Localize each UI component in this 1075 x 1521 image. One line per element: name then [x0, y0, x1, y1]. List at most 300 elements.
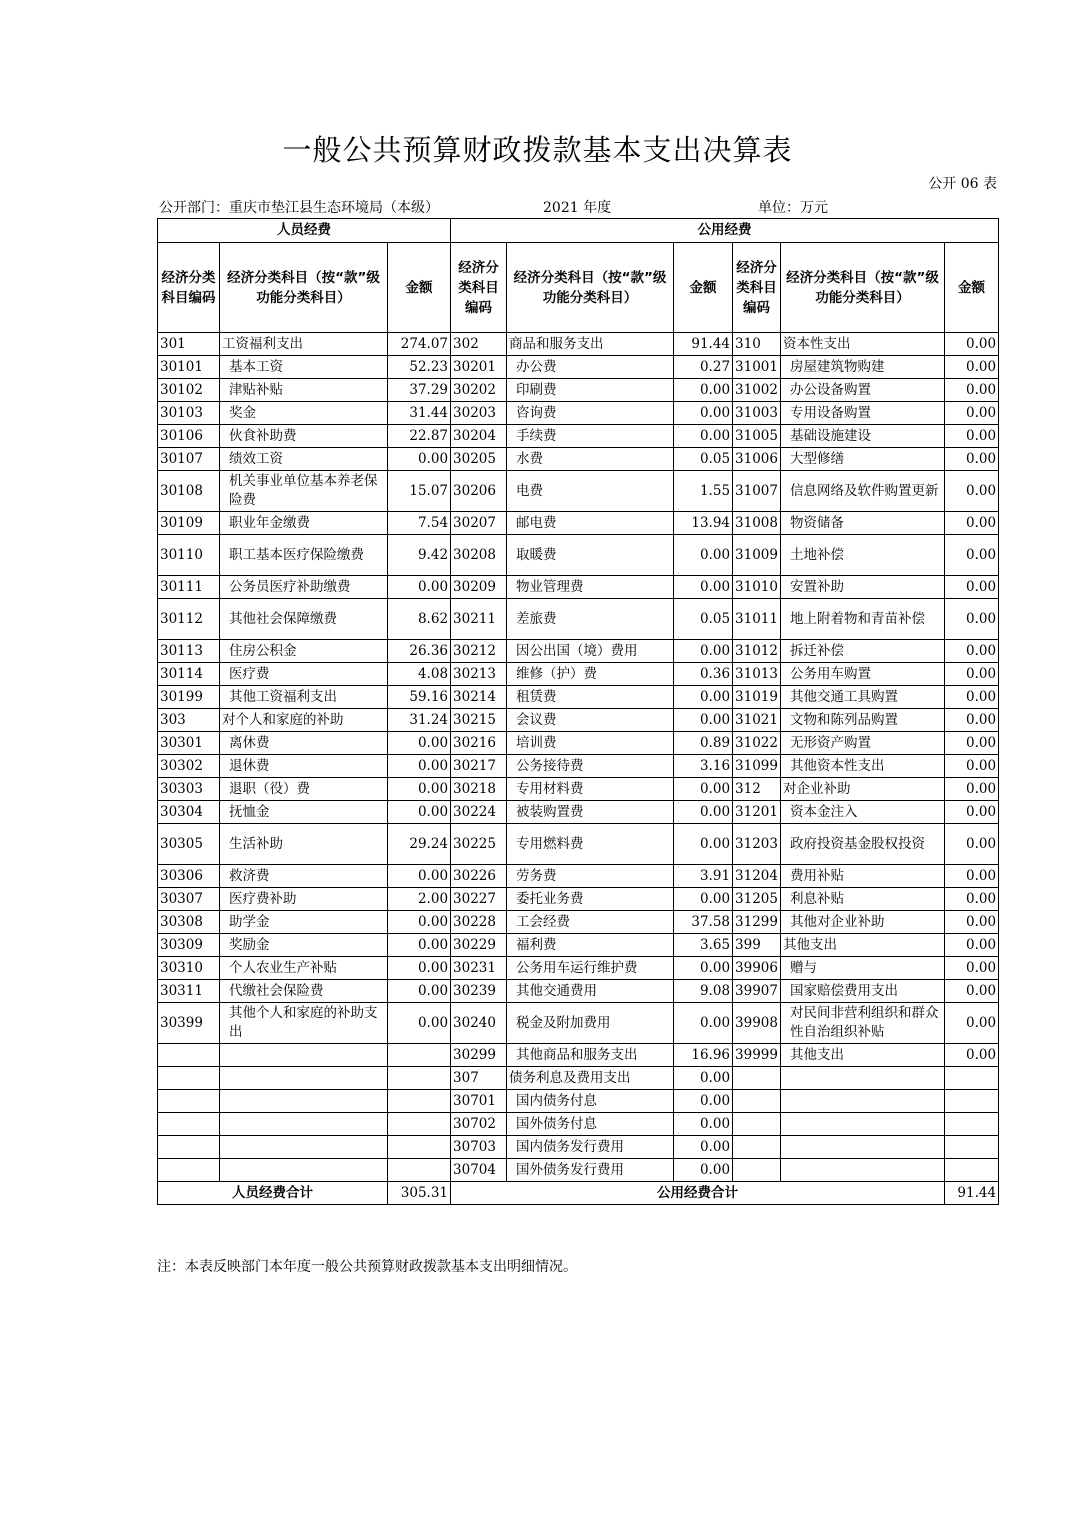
- cell-amount: 0.00: [945, 356, 999, 379]
- cell-amount: 0.00: [945, 576, 999, 599]
- cell-name: 工资福利支出: [220, 333, 388, 356]
- cell-name: 伙食补助费: [220, 425, 388, 448]
- cell-amount: 91.44: [674, 333, 733, 356]
- cell-code: 31299: [733, 911, 781, 934]
- cell-name: [781, 1113, 945, 1136]
- cell-amount: 0.00: [945, 448, 999, 471]
- cell-name: 物业管理费: [507, 576, 674, 599]
- cell-code: 30399: [158, 1003, 220, 1044]
- cell-code: 30214: [451, 686, 507, 709]
- cell-code: 30310: [158, 957, 220, 980]
- cell-amount: 0.00: [945, 755, 999, 778]
- cell-code: 31021: [733, 709, 781, 732]
- cell-code: [158, 1067, 220, 1090]
- cell-code: [733, 1113, 781, 1136]
- cell-name: 专用设备购置: [781, 402, 945, 425]
- cell-code: 31007: [733, 471, 781, 512]
- cell-code: 31012: [733, 640, 781, 663]
- cell-code: 312: [733, 778, 781, 801]
- header-code-1: 经济分类科目编码: [158, 243, 220, 333]
- group-header-public: 公用经费: [451, 219, 999, 243]
- table-row: [158, 663, 999, 686]
- cell-amount: 0.00: [945, 732, 999, 755]
- cell-name: 维修（护）费: [507, 663, 674, 686]
- cell-amount: 0.00: [388, 865, 451, 888]
- cell-name: 个人农业生产补贴: [220, 957, 388, 980]
- cell-code: 30311: [158, 980, 220, 1003]
- cell-code: [733, 1067, 781, 1090]
- table-row: [158, 1159, 999, 1182]
- cell-code: 30301: [158, 732, 220, 755]
- cell-code: 30702: [451, 1113, 507, 1136]
- table-row: [158, 1113, 999, 1136]
- cell-name: 房屋建筑物购建: [781, 356, 945, 379]
- cell-amount: 1.55: [674, 471, 733, 512]
- cell-name: 机关事业单位基本养老保险费: [220, 471, 388, 512]
- cell-code: 30309: [158, 934, 220, 957]
- cell-name: 邮电费: [507, 512, 674, 535]
- header-code-2: 经济分类科目编码: [451, 243, 507, 333]
- cell-name: 费用补贴: [781, 865, 945, 888]
- cell-amount: [388, 1136, 451, 1159]
- cell-code: 30228: [451, 911, 507, 934]
- cell-amount: 9.08: [674, 980, 733, 1003]
- cell-name: 其他交通工具购置: [781, 686, 945, 709]
- table-row: [158, 824, 999, 865]
- cell-amount: 3.91: [674, 865, 733, 888]
- cell-amount: 31.44: [388, 402, 451, 425]
- group-header-personnel: 人员经费: [158, 219, 451, 243]
- cell-code: 31099: [733, 755, 781, 778]
- cell-amount: 0.00: [388, 934, 451, 957]
- cell-code: 30307: [158, 888, 220, 911]
- cell-name: 退休费: [220, 755, 388, 778]
- cell-code: 39907: [733, 980, 781, 1003]
- cell-amount: 0.00: [674, 402, 733, 425]
- cell-code: 303: [158, 709, 220, 732]
- cell-name: 医疗费: [220, 663, 388, 686]
- header-name-3: 经济分类科目（按“款”级功能分类科目）: [781, 243, 945, 333]
- table-row: [158, 1067, 999, 1090]
- table-row: [158, 425, 999, 448]
- cell-amount: 0.00: [945, 402, 999, 425]
- cell-amount: 0.00: [945, 640, 999, 663]
- cell-code: 30302: [158, 755, 220, 778]
- cell-name: 税金及附加费用: [507, 1003, 674, 1044]
- cell-name: 因公出国（境）费用: [507, 640, 674, 663]
- cell-amount: [388, 1113, 451, 1136]
- cell-amount: 22.87: [388, 425, 451, 448]
- table-row: [158, 640, 999, 663]
- cell-name: 委托业务费: [507, 888, 674, 911]
- cell-amount: 0.00: [674, 1067, 733, 1090]
- header-amount-3: 金额: [945, 243, 999, 333]
- cell-amount: 31.24: [388, 709, 451, 732]
- cell-amount: 26.36: [388, 640, 451, 663]
- cell-code: 30308: [158, 911, 220, 934]
- cell-code: 30201: [451, 356, 507, 379]
- cell-amount: [945, 1159, 999, 1182]
- cell-code: 30240: [451, 1003, 507, 1044]
- cell-name: 其他资本性支出: [781, 755, 945, 778]
- table-row: [158, 402, 999, 425]
- cell-name: 抚恤金: [220, 801, 388, 824]
- cell-name: [220, 1044, 388, 1067]
- cell-amount: 15.07: [388, 471, 451, 512]
- table-row: [158, 471, 999, 512]
- cell-code: 302: [451, 333, 507, 356]
- cell-amount: 0.00: [945, 934, 999, 957]
- cell-name: 国内债务付息: [507, 1090, 674, 1113]
- table-row: [158, 333, 999, 356]
- cell-amount: 8.62: [388, 599, 451, 640]
- cell-amount: 0.00: [945, 778, 999, 801]
- cell-code: 31011: [733, 599, 781, 640]
- cell-name: 助学金: [220, 911, 388, 934]
- cell-code: 30217: [451, 755, 507, 778]
- cell-name: 咨询费: [507, 402, 674, 425]
- cell-amount: 3.16: [674, 755, 733, 778]
- table-row: [158, 1003, 999, 1044]
- cell-amount: 0.00: [945, 824, 999, 865]
- cell-code: [158, 1159, 220, 1182]
- cell-name: 专用燃料费: [507, 824, 674, 865]
- cell-amount: 0.00: [945, 535, 999, 576]
- cell-name: 赠与: [781, 957, 945, 980]
- cell-amount: 52.23: [388, 356, 451, 379]
- cell-code: 30303: [158, 778, 220, 801]
- cell-amount: 7.54: [388, 512, 451, 535]
- cell-code: 31205: [733, 888, 781, 911]
- cell-name: [781, 1090, 945, 1113]
- cell-name: 其他支出: [781, 1044, 945, 1067]
- cell-amount: 0.00: [674, 576, 733, 599]
- cell-amount: 0.00: [945, 333, 999, 356]
- cell-code: 30203: [451, 402, 507, 425]
- table-row: [158, 957, 999, 980]
- cell-code: 31002: [733, 379, 781, 402]
- cell-code: [158, 1090, 220, 1113]
- cell-name: 国内债务发行费用: [507, 1136, 674, 1159]
- cell-amount: 37.58: [674, 911, 733, 934]
- table-row: [158, 732, 999, 755]
- public-total-value: 91.44: [945, 1182, 999, 1205]
- cell-name: 培训费: [507, 732, 674, 755]
- cell-amount: 0.00: [945, 801, 999, 824]
- cell-code: 30239: [451, 980, 507, 1003]
- cell-amount: 0.00: [388, 911, 451, 934]
- cell-amount: 0.00: [945, 379, 999, 402]
- cell-code: 31005: [733, 425, 781, 448]
- table-row: [158, 356, 999, 379]
- cell-amount: 0.05: [674, 599, 733, 640]
- cell-code: 30204: [451, 425, 507, 448]
- cell-amount: 0.00: [388, 732, 451, 755]
- cell-code: 31001: [733, 356, 781, 379]
- cell-amount: 0.00: [674, 709, 733, 732]
- cell-code: 30110: [158, 535, 220, 576]
- cell-amount: 0.00: [945, 1003, 999, 1044]
- cell-amount: 0.00: [674, 824, 733, 865]
- table-row: [158, 911, 999, 934]
- cell-amount: 0.00: [674, 425, 733, 448]
- cell-amount: [945, 1090, 999, 1113]
- cell-code: [733, 1136, 781, 1159]
- cell-name: 对个人和家庭的补助: [220, 709, 388, 732]
- cell-amount: 0.36: [674, 663, 733, 686]
- cell-name: 信息网络及软件购置更新: [781, 471, 945, 512]
- cell-amount: 0.00: [945, 1044, 999, 1067]
- cell-code: 30216: [451, 732, 507, 755]
- cell-code: 31201: [733, 801, 781, 824]
- cell-code: 30213: [451, 663, 507, 686]
- cell-code: 307: [451, 1067, 507, 1090]
- cell-code: 30107: [158, 448, 220, 471]
- cell-name: 手续费: [507, 425, 674, 448]
- cell-name: 公务员医疗补助缴费: [220, 576, 388, 599]
- cell-code: 31204: [733, 865, 781, 888]
- header-amount-2: 金额: [674, 243, 733, 333]
- cell-code: 31010: [733, 576, 781, 599]
- cell-amount: [388, 1067, 451, 1090]
- cell-name: [220, 1067, 388, 1090]
- cell-name: 对民间非营利组织和群众性自治组织补贴: [781, 1003, 945, 1044]
- cell-name: 土地补偿: [781, 535, 945, 576]
- cell-name: 水费: [507, 448, 674, 471]
- cell-code: 30205: [451, 448, 507, 471]
- cell-name: 劳务费: [507, 865, 674, 888]
- cell-code: 30199: [158, 686, 220, 709]
- cell-code: 30299: [451, 1044, 507, 1067]
- cell-code: 31003: [733, 402, 781, 425]
- cell-amount: 0.00: [674, 1090, 733, 1113]
- cell-amount: 0.00: [674, 1113, 733, 1136]
- cell-amount: 0.00: [674, 1136, 733, 1159]
- table-row: [158, 535, 999, 576]
- cell-amount: 13.94: [674, 512, 733, 535]
- cell-amount: 9.42: [388, 535, 451, 576]
- cell-name: 其他社会保障缴费: [220, 599, 388, 640]
- cell-amount: 0.00: [945, 471, 999, 512]
- cell-code: 31019: [733, 686, 781, 709]
- cell-code: 39908: [733, 1003, 781, 1044]
- personnel-total-label: 人员经费合计: [158, 1182, 388, 1205]
- table-row: [158, 709, 999, 732]
- cell-name: 职业年金缴费: [220, 512, 388, 535]
- cell-name: 资本金注入: [781, 801, 945, 824]
- year-label: 2021 年度: [543, 200, 612, 216]
- cell-name: 绩效工资: [220, 448, 388, 471]
- cell-amount: 0.00: [674, 888, 733, 911]
- cell-amount: 0.05: [674, 448, 733, 471]
- cell-amount: 0.89: [674, 732, 733, 755]
- cell-code: 30113: [158, 640, 220, 663]
- department-label: 公开部门：重庆市垫江县生态环境局（本级）: [159, 200, 439, 216]
- table-row: [158, 934, 999, 957]
- cell-name: 其他支出: [781, 934, 945, 957]
- cell-name: 职工基本医疗保险缴费: [220, 535, 388, 576]
- cell-amount: 0.00: [388, 801, 451, 824]
- cell-amount: [945, 1136, 999, 1159]
- cell-amount: [945, 1113, 999, 1136]
- cell-code: 30208: [451, 535, 507, 576]
- cell-code: 30215: [451, 709, 507, 732]
- cell-name: 基础设施建设: [781, 425, 945, 448]
- cell-code: 30304: [158, 801, 220, 824]
- cell-code: 30231: [451, 957, 507, 980]
- cell-code: 30704: [451, 1159, 507, 1182]
- cell-code: 30218: [451, 778, 507, 801]
- cell-amount: 0.00: [388, 576, 451, 599]
- cell-code: 30703: [451, 1136, 507, 1159]
- cell-name: 住房公积金: [220, 640, 388, 663]
- table-row: [158, 512, 999, 535]
- cell-amount: 0.00: [388, 778, 451, 801]
- cell-code: 31203: [733, 824, 781, 865]
- cell-name: 地上附着物和青苗补偿: [781, 599, 945, 640]
- cell-code: 30209: [451, 576, 507, 599]
- cell-name: 被装购置费: [507, 801, 674, 824]
- cell-name: 国家赔偿费用支出: [781, 980, 945, 1003]
- cell-name: 代缴社会保险费: [220, 980, 388, 1003]
- cell-code: 30108: [158, 471, 220, 512]
- cell-code: 30701: [451, 1090, 507, 1113]
- cell-name: 物资储备: [781, 512, 945, 535]
- cell-amount: 0.00: [674, 778, 733, 801]
- cell-name: 医疗费补助: [220, 888, 388, 911]
- cell-name: 公务用车购置: [781, 663, 945, 686]
- cell-code: 30101: [158, 356, 220, 379]
- cell-code: 30207: [451, 512, 507, 535]
- cell-code: 31022: [733, 732, 781, 755]
- cell-amount: 0.00: [674, 801, 733, 824]
- cell-name: 电费: [507, 471, 674, 512]
- table-row: [158, 576, 999, 599]
- cell-name: [781, 1159, 945, 1182]
- cell-name: 资本性支出: [781, 333, 945, 356]
- cell-name: 对企业补助: [781, 778, 945, 801]
- cell-code: [158, 1044, 220, 1067]
- cell-amount: 0.00: [945, 980, 999, 1003]
- cell-name: 公务接待费: [507, 755, 674, 778]
- cell-name: 国外债务付息: [507, 1113, 674, 1136]
- cell-amount: 0.00: [674, 640, 733, 663]
- cell-name: [781, 1136, 945, 1159]
- cell-name: 债务利息及费用支出: [507, 1067, 674, 1090]
- cell-amount: 0.00: [674, 957, 733, 980]
- cell-amount: [945, 1067, 999, 1090]
- cell-name: 奖励金: [220, 934, 388, 957]
- table-row: [158, 1136, 999, 1159]
- cell-name: 退职（役）费: [220, 778, 388, 801]
- cell-code: 30212: [451, 640, 507, 663]
- cell-amount: 0.27: [674, 356, 733, 379]
- expenditure-table: [157, 218, 999, 1205]
- cell-name: 取暖费: [507, 535, 674, 576]
- cell-amount: 0.00: [674, 379, 733, 402]
- cell-amount: 0.00: [388, 980, 451, 1003]
- table-row: [158, 686, 999, 709]
- table-row: [158, 980, 999, 1003]
- cell-name: 公务用车运行维护费: [507, 957, 674, 980]
- cell-amount: 0.00: [945, 865, 999, 888]
- cell-code: 31013: [733, 663, 781, 686]
- cell-amount: 0.00: [945, 957, 999, 980]
- cell-name: 工会经费: [507, 911, 674, 934]
- cell-name: 利息补贴: [781, 888, 945, 911]
- cell-code: 310: [733, 333, 781, 356]
- table-row: [158, 888, 999, 911]
- cell-code: 30109: [158, 512, 220, 535]
- footnote: 注：本表反映部门本年度一般公共预算财政拨款基本支出明细情况。: [157, 1259, 577, 1275]
- cell-amount: 3.65: [674, 934, 733, 957]
- cell-code: 30114: [158, 663, 220, 686]
- cell-amount: 274.07: [388, 333, 451, 356]
- cell-name: 津贴补贴: [220, 379, 388, 402]
- cell-code: 39999: [733, 1044, 781, 1067]
- cell-name: 国外债务发行费用: [507, 1159, 674, 1182]
- cell-name: [220, 1090, 388, 1113]
- cell-amount: 16.96: [674, 1044, 733, 1067]
- cell-amount: 0.00: [945, 663, 999, 686]
- cell-code: 30206: [451, 471, 507, 512]
- cell-name: 其他交通费用: [507, 980, 674, 1003]
- cell-amount: 0.00: [945, 512, 999, 535]
- cell-amount: 0.00: [945, 425, 999, 448]
- cell-name: 其他对企业补助: [781, 911, 945, 934]
- cell-name: 其他个人和家庭的补助支出: [220, 1003, 388, 1044]
- cell-name: 基本工资: [220, 356, 388, 379]
- cell-name: 文物和陈列品购置: [781, 709, 945, 732]
- cell-name: 福利费: [507, 934, 674, 957]
- cell-amount: 0.00: [945, 599, 999, 640]
- cell-code: 30112: [158, 599, 220, 640]
- cell-name: 无形资产购置: [781, 732, 945, 755]
- cell-code: [158, 1136, 220, 1159]
- cell-amount: 2.00: [388, 888, 451, 911]
- cell-name: 专用材料费: [507, 778, 674, 801]
- cell-code: 31006: [733, 448, 781, 471]
- cell-amount: 0.00: [388, 957, 451, 980]
- cell-amount: 0.00: [945, 686, 999, 709]
- cell-code: 30305: [158, 824, 220, 865]
- table-row: [158, 755, 999, 778]
- cell-code: [158, 1113, 220, 1136]
- cell-name: 商品和服务支出: [507, 333, 674, 356]
- cell-code: 30227: [451, 888, 507, 911]
- cell-amount: 0.00: [388, 448, 451, 471]
- cell-code: 30306: [158, 865, 220, 888]
- cell-code: 30103: [158, 402, 220, 425]
- table-row: [158, 801, 999, 824]
- cell-name: 租赁费: [507, 686, 674, 709]
- cell-amount: 0.00: [388, 755, 451, 778]
- cell-name: 离休费: [220, 732, 388, 755]
- table-row: [158, 778, 999, 801]
- header-name-1: 经济分类科目（按“款”级功能分类科目）: [220, 243, 388, 333]
- cell-code: 39906: [733, 957, 781, 980]
- cell-amount: 0.00: [945, 888, 999, 911]
- cell-code: 30229: [451, 934, 507, 957]
- header-name-2: 经济分类科目（按“款”级功能分类科目）: [507, 243, 674, 333]
- cell-name: [220, 1113, 388, 1136]
- cell-code: 30202: [451, 379, 507, 402]
- cell-amount: 59.16: [388, 686, 451, 709]
- cell-name: 其他商品和服务支出: [507, 1044, 674, 1067]
- cell-code: 301: [158, 333, 220, 356]
- table-body: [158, 333, 999, 1182]
- header-amount-1: 金额: [388, 243, 451, 333]
